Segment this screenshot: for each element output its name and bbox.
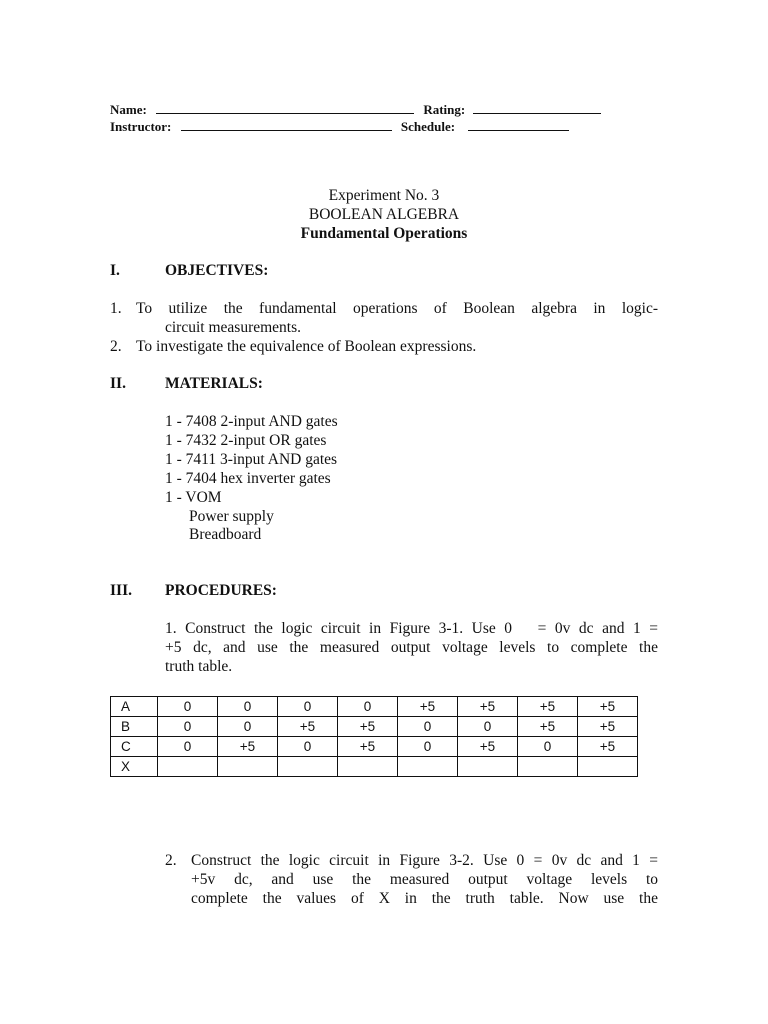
truth-table-cell: +5: [278, 717, 338, 737]
truth-table-cell[interactable]: [578, 757, 638, 777]
name-label: Name:: [110, 102, 147, 117]
truth-table-cell: 0: [278, 697, 338, 717]
procedure-1-line-2: +5 dc, and use the measured output voltage levels to complete the: [165, 639, 658, 656]
truth-table-cell: 0: [218, 717, 278, 737]
name-blank-line[interactable]: [156, 102, 414, 114]
truth-table-cell: +5: [338, 737, 398, 757]
procedure-1-line-1: 1. Construct the logic circuit in Figure 3-1. Use 0 = 0v dc and 1 =: [165, 620, 658, 637]
procedures-heading: PROCEDURES:: [165, 582, 277, 599]
materials-numeral: II.: [110, 375, 126, 392]
truth-table-cell: +5: [518, 717, 578, 737]
instructor-field-row: [110, 119, 569, 135]
procedure-2-line-3: complete the values of X in the truth table. Now use the: [191, 890, 658, 907]
name-field-row: [110, 102, 601, 118]
truth-table-cell: 0: [518, 737, 578, 757]
truth-table-cell: 0: [158, 717, 218, 737]
procedure-2-line-2: +5v dc, and use the measured output voltage levels to: [191, 871, 658, 888]
truth-table-cell: 0: [338, 697, 398, 717]
rating-label: Rating:: [423, 102, 466, 117]
objective-1-number: 1.: [110, 300, 122, 317]
material-item: Breadboard: [189, 526, 262, 543]
experiment-number: Experiment No. 3: [328, 187, 440, 204]
rating-blank-line[interactable]: [473, 102, 601, 114]
truth-table-cell: 0: [398, 737, 458, 757]
schedule-label: Schedule:: [400, 119, 456, 134]
truth-table-row-label: B: [111, 717, 158, 737]
truth-table-row: [111, 697, 638, 717]
materials-heading: MATERIALS:: [165, 375, 263, 392]
truth-table-cell[interactable]: [338, 757, 398, 777]
objective-1-line-2: circuit measurements.: [165, 319, 302, 336]
objective-2-number: 2.: [110, 338, 122, 355]
truth-table-row: [111, 737, 638, 757]
truth-table-cell: +5: [518, 697, 578, 717]
material-item: 1 - 7404 hex inverter gates: [165, 470, 331, 487]
truth-table-cell: 0: [158, 737, 218, 757]
instructor-label: Instructor:: [110, 119, 172, 134]
truth-table-cell: 0: [218, 697, 278, 717]
truth-table-cell[interactable]: [278, 757, 338, 777]
material-item: Power supply: [189, 508, 274, 525]
material-item: 1 - 7411 3-input AND gates: [165, 451, 338, 468]
truth-table-cell: +5: [578, 717, 638, 737]
material-item: 1 - 7408 2-input AND gates: [165, 413, 338, 430]
procedure-1-line-3: truth table.: [165, 658, 233, 675]
truth-table-row-label: C: [111, 737, 158, 757]
truth-table-row: [111, 717, 638, 737]
truth-table-cell: +5: [458, 737, 518, 757]
truth-table-cell: +5: [458, 697, 518, 717]
procedure-2-line-1: Construct the logic circuit in Figure 3-2. Use 0 = 0v dc and 1 =: [191, 852, 658, 869]
objectives-heading: OBJECTIVES:: [165, 262, 269, 279]
schedule-blank-line[interactable]: [468, 119, 569, 131]
truth-table-cell: 0: [458, 717, 518, 737]
truth-table-cell: 0: [158, 697, 218, 717]
procedures-numeral: III.: [110, 582, 132, 599]
truth-table-cell: +5: [398, 697, 458, 717]
objectives-numeral: I.: [110, 262, 120, 279]
truth-table-cell: +5: [578, 697, 638, 717]
truth-table: [110, 696, 638, 777]
truth-table-cell[interactable]: [218, 757, 278, 777]
truth-table-cell[interactable]: [398, 757, 458, 777]
truth-table-row: [111, 757, 638, 777]
truth-table-cell: +5: [578, 737, 638, 757]
truth-table-cell[interactable]: [458, 757, 518, 777]
material-item: 1 - VOM: [165, 489, 222, 506]
procedure-2-number: 2.: [165, 852, 177, 869]
experiment-subtitle: Fundamental Operations: [300, 225, 468, 242]
truth-table-row-label: A: [111, 697, 158, 717]
truth-table-cell[interactable]: [158, 757, 218, 777]
truth-table-cell: +5: [218, 737, 278, 757]
truth-table-cell: 0: [398, 717, 458, 737]
objective-2-line-1: To investigate the equivalence of Boolean expressions.: [136, 338, 477, 355]
truth-table-cell: 0: [278, 737, 338, 757]
material-item: 1 - 7432 2-input OR gates: [165, 432, 327, 449]
experiment-topic: BOOLEAN ALGEBRA: [308, 206, 460, 223]
truth-table-cell: +5: [338, 717, 398, 737]
truth-table-cell[interactable]: [518, 757, 578, 777]
instructor-blank-line[interactable]: [181, 119, 392, 131]
truth-table-row-label: X: [111, 757, 158, 777]
objective-1-line-1: To utilize the fundamental operations of Boolean algebra in logic-: [136, 300, 658, 317]
